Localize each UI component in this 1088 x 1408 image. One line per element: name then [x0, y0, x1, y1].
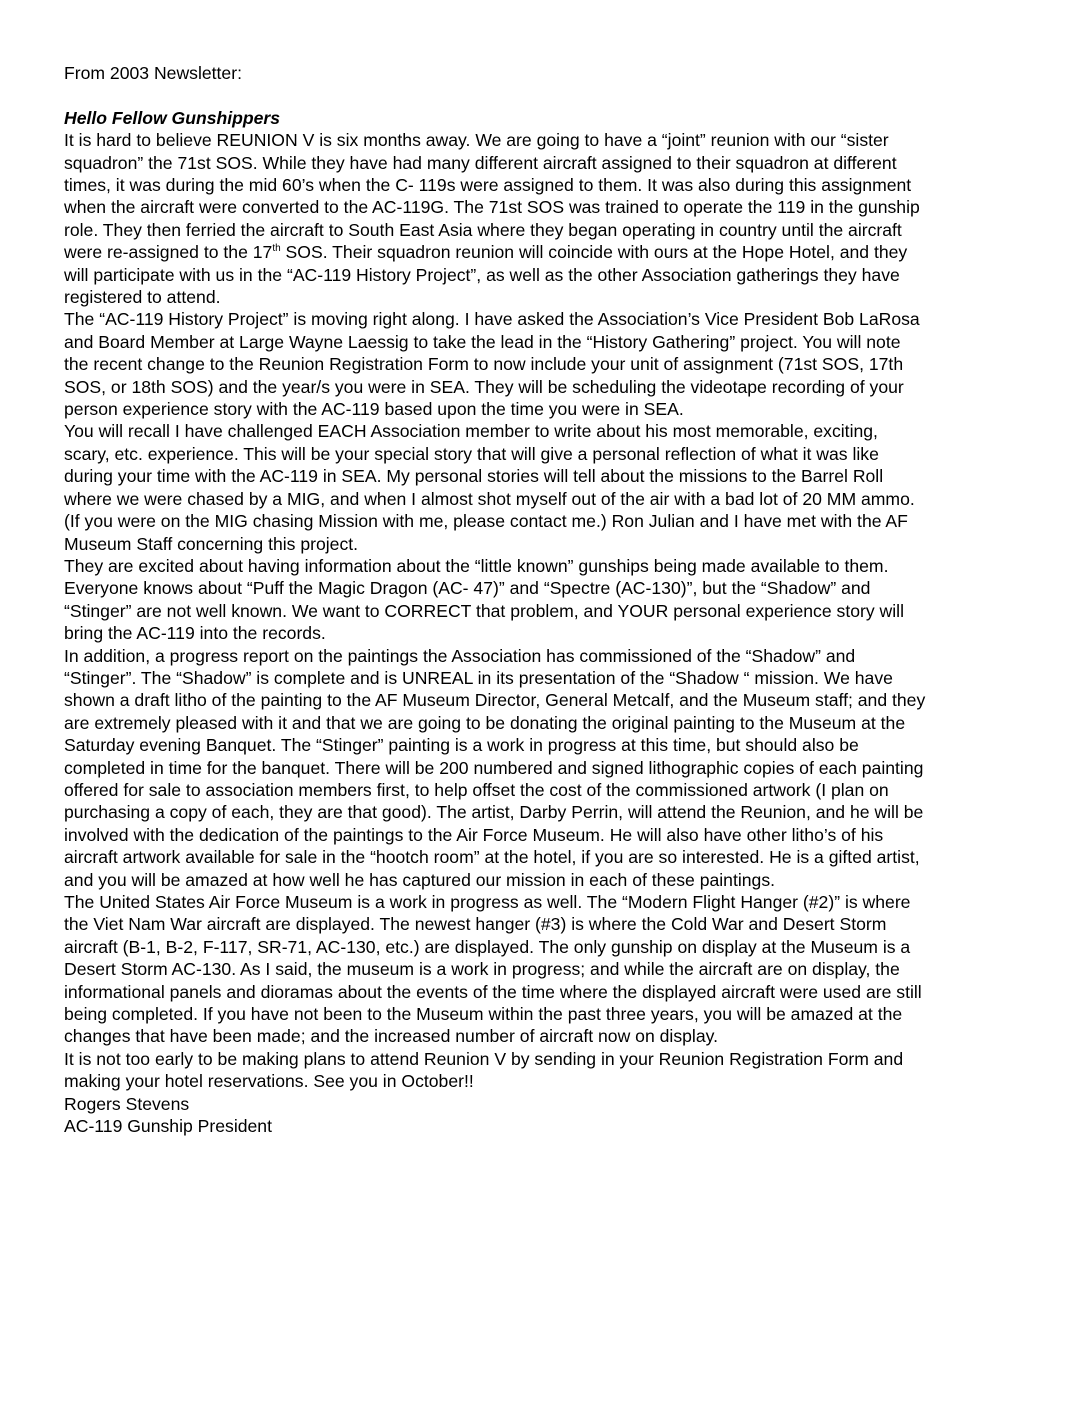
- paragraph-personal-stories: You will recall I have challenged EACH Association member to write about his most memorable, exciting, scary, etc. experience. This will be your special story that will give a personal reflection of what it was like during your time with the AC-119 in SEA. My personal stories will tell about the missions to the Barrel Roll where we were chased by a MIG, and when I almost shot myself out of the air with a bad lot of 20 MM ammo. (If you were on the MIG chasing Mission with me, please contact me.) Ron Julian and I have met with the AF Museum Staff concerning this project.: [64, 421, 915, 554]
- paragraph-closing: It is not too early to be making plans to attend Reunion V by sending in your Reunion Registration Form and making your hotel reservations. See you in October!!: [64, 1048, 904, 1092]
- signature-title: AC-119 Gunship President: [64, 1116, 272, 1137]
- ordinal-suffix: th: [272, 243, 281, 255]
- paragraph-reunion-end: SOS. Their squadron reunion will coincide with ours at the Hope Hotel, and they will participate with us in the “AC-119 History Project”, as well as the other Association gatherings they have registered to attend.: [64, 242, 908, 308]
- paragraph-history-project: The “AC-119 History Project” is moving right along. I have asked the Association’s Vice President Bob LaRosa and Board Member at Large Wayne Laessig to take the lead in the “History Gathering” project. You will note the recent change to the Reunion Registration Form to now include your unit of assignment (71st SOS, 17th SOS, or 18th SOS) and the year/s you were in SEA. They will be scheduling the videotape recording of your person experience story with the AC-119 based upon the time you were in SEA.: [64, 309, 920, 420]
- newsletter-heading: From 2003 Newsletter:: [64, 63, 242, 83]
- paragraph-reunion-start: It is hard to believe REUNION V is six months away. We are going to have a “joint” reunion with our “sister squadron” the 71st SOS. While they have had many different aircraft assigned to their squadron at different times, it was during the mid 60’s when the C- 119s were assigned to them. It was also during this assignment when the aircraft were converted to the AC-119G. The 71st SOS was trained to operate the 119 in the gunship role. They then ferried the aircraft to South East Asia where they began operating in country until the aircraft were re-assigned to the 17: [64, 130, 920, 263]
- newsletter-page: [64, 62, 1024, 1137]
- paragraph-little-known-gunships: They are excited about having information about the “little known” gunships being made available to them. Everyone knows about “Puff the Magic Dragon (AC- 47)” and “Spectre (AC-130)”, but the “Shadow” and “Stinger” are not well known. We want to CORRECT that problem, and YOUR personal experience story will bring the AC-119 into the records.: [64, 555, 904, 644]
- paragraph-paintings: In addition, a progress report on the paintings the Association has commissioned of the “Shadow” and “Stinger”. The “Shadow” is complete and is UNREAL in its presentation of the “Shadow “ mission. We have shown a draft litho of the painting to the AF Museum Director, General Metcalf, and the Museum staff; and they are extremely pleased with it and that we are going to be donating the original painting to the Museum at the Saturday evening Banquet. The “Stinger” painting is a work in progress at this time, but should also be completed in time for the banquet. There will be 200 numbered and signed lithographic copies of each painting offered for sale to association members first, to help offset the cost of the commissioned artwork (I plan on purchasing a copy of each, they are that good). The artist, Darby Perrin, will attend the Reunion, and he will be involved with the dedication of the paintings to the Air Force Museum. He will also have other litho’s of his aircraft artwork available for sale in the “hootch room” at the hotel, if you are so interested. He is a gifted artist, and you will be amazed at how well he has captured our mission in each of these paintings.: [64, 645, 926, 890]
- paragraph-air-force-museum: The United States Air Force Museum is a work in progress as well. The “Modern Flight Hanger (#2)” is where the Viet Nam War aircraft are displayed. The newest hanger (#3) is where the Cold War and Desert Storm aircraft (B-1, B-2, F-117, SR-71, AC-130, etc.) are displayed. The only gunship on display at the Museum is a Desert Storm AC-130. As I said, the museum is a work in progress; and while the aircraft are on display, the informational panels and dioramas about the events of the time where the displayed aircraft were used are still being completed. If you have not been to the Museum within the past three years, you will be amazed at the changes that have been made; and the increased number of aircraft now on display.: [64, 892, 922, 1047]
- blank-line: [64, 84, 1024, 106]
- greeting-line: Hello Fellow Gunshippers: [64, 107, 281, 128]
- signature-name: Rogers Stevens: [64, 1093, 190, 1114]
- paragraph-reunion: [64, 129, 1024, 308]
